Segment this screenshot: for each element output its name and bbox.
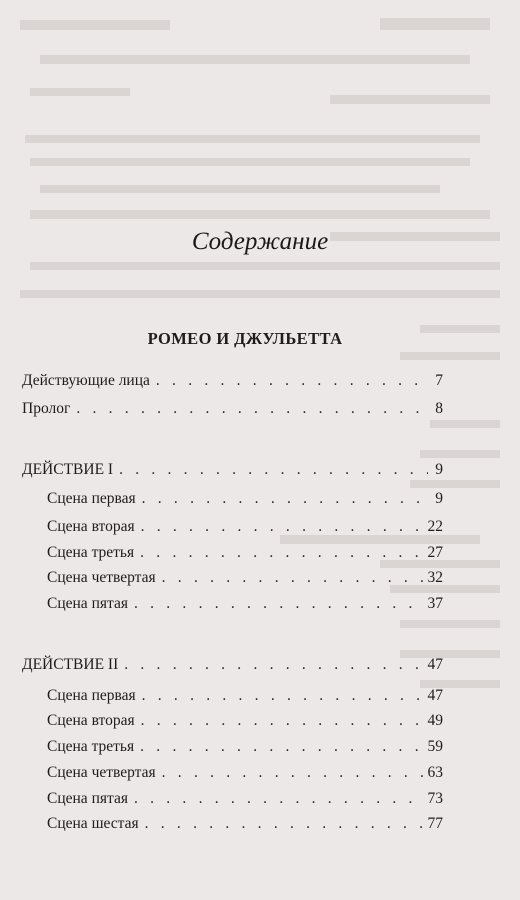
leader-dots (162, 763, 425, 783)
toc-entry-page: 9 (435, 461, 443, 478)
leader-dots (76, 399, 428, 419)
contents-heading: Содержание (191, 228, 329, 255)
toc-entry-scene[interactable] (47, 568, 443, 588)
leader-dots (124, 655, 424, 675)
toc-entry-act-1[interactable] (22, 460, 443, 480)
toc-entry-page: 32 (427, 569, 443, 586)
toc-entry-label: Сцена третья (47, 738, 135, 755)
leader-dots (162, 568, 425, 588)
toc-entry-scene[interactable] (47, 711, 443, 731)
toc-entry-page: 9 (435, 490, 443, 507)
toc-entry-label: ДЕЙСТВИЕ I (22, 461, 114, 478)
toc-entry-label: Сцена четвертая (47, 569, 156, 586)
leader-dots (141, 517, 425, 537)
toc-entry-page: 8 (435, 400, 443, 417)
leader-dots (134, 789, 425, 809)
toc-entry-scene[interactable] (47, 543, 443, 563)
toc-entry-page: 27 (427, 544, 443, 561)
toc-entry-label: Сцена пятая (47, 790, 128, 807)
toc-entry-label: Сцена вторая (47, 712, 135, 729)
toc-entry-label: Сцена шестая (47, 815, 139, 832)
leader-dots (145, 814, 425, 834)
toc-entry-page: 49 (427, 712, 443, 729)
leader-dots (140, 737, 424, 757)
toc-entry-label: Сцена первая (47, 687, 136, 704)
toc-entry-characters[interactable] (22, 371, 443, 391)
work-title: РОМЕО И ДЖУЛЬЕТТА (147, 329, 343, 348)
toc-entry-page: 59 (427, 738, 443, 755)
leader-dots (119, 460, 428, 480)
toc-entry-page: 63 (427, 764, 443, 781)
toc-entry-prologue[interactable] (22, 399, 443, 419)
toc-entry-page: 22 (427, 518, 443, 535)
toc-entry-scene[interactable] (47, 489, 443, 509)
leader-dots (134, 594, 425, 614)
toc-entry-label: Сцена третья (47, 544, 135, 561)
toc-entry-page: 37 (427, 595, 443, 612)
leader-dots (140, 543, 424, 563)
leader-dots (156, 371, 428, 391)
toc-entry-page: 47 (427, 656, 443, 673)
toc-entry-scene[interactable] (47, 517, 443, 537)
leader-dots (141, 711, 425, 731)
toc-entry-scene[interactable] (47, 814, 443, 834)
toc-entry-label: Пролог (22, 400, 71, 417)
toc-entry-label: Сцена первая (47, 490, 136, 507)
toc-entry-scene[interactable] (47, 763, 443, 783)
toc-entry-page: 7 (435, 372, 443, 389)
leader-dots (142, 489, 428, 509)
toc-entry-scene[interactable] (47, 594, 443, 614)
toc-entry-page: 73 (427, 790, 443, 807)
toc-entry-label: Сцена вторая (47, 518, 135, 535)
toc-entry-label: Сцена четвертая (47, 764, 156, 781)
toc-entry-scene[interactable] (47, 686, 443, 706)
toc-entry-page: 47 (427, 687, 443, 704)
toc-entry-label: Сцена пятая (47, 595, 128, 612)
toc-entry-act-2[interactable] (22, 655, 443, 675)
toc-entry-scene[interactable] (47, 789, 443, 809)
toc-entry-label: Действующие лица (22, 372, 150, 389)
toc-entry-scene[interactable] (47, 737, 443, 757)
toc-entry-label: ДЕЙСТВИЕ II (22, 656, 119, 673)
leader-dots (142, 686, 425, 706)
toc-entry-page: 77 (427, 815, 443, 832)
